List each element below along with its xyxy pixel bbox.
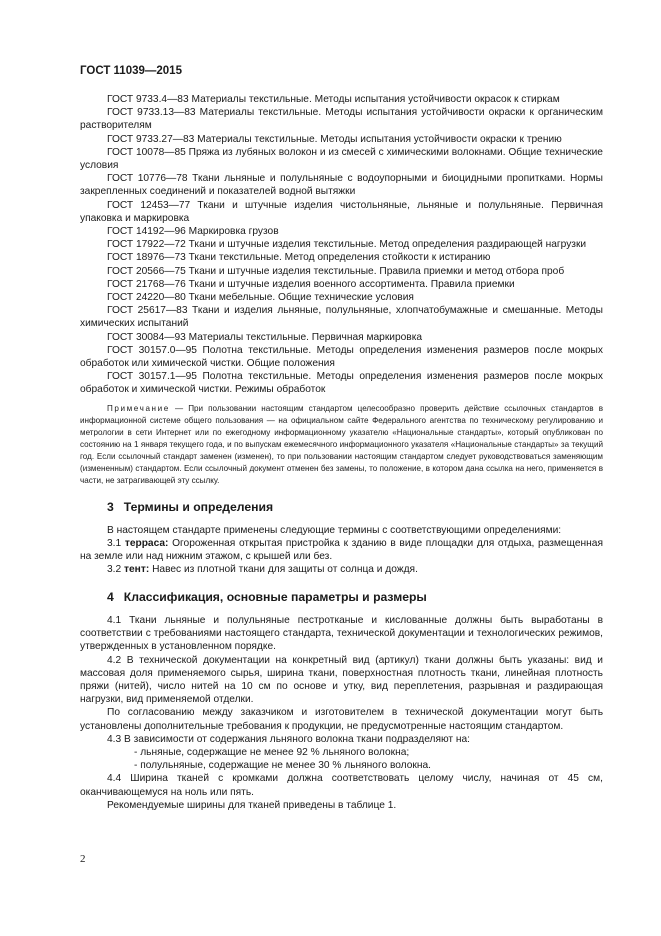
- reference-title: Ткани льняные и полульняные с водоупорными и биоцидными пропитками. Нормы закрепленных соединений и показателей водной вытяжки: [80, 173, 603, 198]
- reference-title: Ткани и штучные изделия военного ассортимента. Правила приемки: [188, 278, 515, 290]
- term-3-1: [80, 537, 603, 563]
- reference-code: ГОСТ 14192—96: [107, 226, 186, 238]
- reference-item: [80, 344, 603, 370]
- term-number: 3.1: [107, 538, 122, 550]
- reference-code: ГОСТ 18976—73: [107, 252, 186, 264]
- section-3-title: Термины и определения: [123, 499, 274, 514]
- reference-item: [80, 251, 603, 264]
- list-item: - полульняные, содержащие не менее 30 % льняного волокна.: [134, 760, 431, 772]
- section-4-heading: [80, 591, 603, 604]
- reference-code: ГОСТ 9733.13—83: [107, 107, 196, 119]
- reference-code: ГОСТ 21768—76: [107, 278, 186, 290]
- reference-item: [80, 225, 603, 238]
- reference-code: ГОСТ 12453—77: [107, 199, 191, 211]
- reference-title: Материалы текстильные. Методы испытания устойчивости окраски к органическим растворителям: [80, 107, 603, 132]
- paragraph-4-4: 4.4 Ширина тканей с кромками должна соответствовать целому числу, начиная от 45 см, оканчивающемуся на ноль или пять.: [80, 773, 603, 798]
- reference-title: Маркировка грузов: [188, 226, 279, 238]
- reference-item: [80, 199, 603, 225]
- list-item: - льняные, содержащие не менее 92 % льняного волокна;: [134, 746, 410, 758]
- reference-code: ГОСТ 25617—83: [107, 305, 188, 317]
- section-3-heading: [80, 501, 603, 514]
- note-text: — При пользовании настоящим стандартом целесообразно проверить действие ссылочных стандартов в информационной системе общего пользования — на официальном сайте Федерального агентства по техническому регулированию и метрологии в сети Интернет или по ежегодному информационному указателю «Национальные стандарты», который опубликован по состоянию на 1 января текущего года, и по выпускам ежемесячного информационного указателя «Национальные стандарты» за текущий год. Если ссылочный стандарт заменен (изменен), то при пользовании настоящим стандартом следует руководствоваться заменяющим (измененным) стандартом. Если ссылочный документ отменен без замены, то положение, в котором дана ссылка на него, применяется в части, не затрагивающей эту ссылку.: [80, 403, 603, 485]
- reference-item: [80, 133, 603, 146]
- section-4-title: Классификация, основные параметры и размеры: [123, 589, 427, 604]
- reference-item: [80, 265, 603, 278]
- section-3-intro: В настоящем стандарте применены следующие термины с соответствующими определениями:: [107, 524, 562, 536]
- reference-code: ГОСТ 30084—93: [107, 331, 186, 343]
- term-definition: Огороженная открытая пристройка к зданию в виде площадки для отдыха, размещенная на земле или над нижним этажом, с крышей или без.: [80, 538, 603, 563]
- paragraph-4-4-addendum: Рекомендуемые ширины для тканей приведены в таблице 1.: [107, 799, 397, 811]
- reference-list: [80, 93, 603, 397]
- reference-title: Полотна текстильные. Методы определения изменения размеров после мокрых обработок или химической чистки. Общие положения: [80, 344, 603, 370]
- reference-title: Ткани и штучные изделия текстильные. Правила приемки и метод отбора проб: [188, 265, 565, 277]
- section-4-number: 4: [107, 589, 114, 604]
- reference-code: ГОСТ 30157.1—95: [107, 371, 197, 383]
- reference-item: [80, 278, 603, 291]
- reference-title: Пряжа из лубяных волокон и из смесей с химическими волокнами. Общие технические условия: [80, 146, 603, 172]
- document-body: [80, 93, 603, 812]
- note-paragraph: [80, 403, 603, 487]
- reference-item: [80, 370, 603, 396]
- reference-item: [80, 93, 603, 106]
- reference-code: ГОСТ 30157.0—95: [107, 344, 197, 356]
- reference-title: Ткани и штучные изделия чистольняные, льняные и полульняные. Первичная упаковка и маркировка: [80, 199, 603, 224]
- reference-title: Материалы текстильные. Методы испытания устойчивости окрасок к стиркам: [191, 94, 560, 105]
- term-name: терраса:: [124, 538, 169, 550]
- reference-code: ГОСТ 20566—75: [107, 265, 186, 277]
- reference-code: ГОСТ 9733.4—83: [107, 94, 189, 105]
- term-definition: Навес из плотной ткани для защиты от солнца и дождя.: [152, 564, 418, 576]
- paragraph-4-2-addendum: По согласованию между заказчиком и изготовителем в технической документации могут быть установлены дополнительные требования к продукции, не предусмотренные настоящим стандартом.: [80, 707, 603, 732]
- reference-item: [80, 331, 603, 344]
- reference-code: ГОСТ 10078—85: [107, 146, 186, 158]
- reference-title: Ткани мебельные. Общие технические условия: [188, 292, 414, 304]
- reference-title: Ткани текстильные. Метод определения стойкости к истиранию: [188, 252, 491, 264]
- reference-title: Материалы текстильные. Первичная маркировка: [188, 331, 423, 343]
- reference-item: [80, 291, 603, 304]
- reference-item: [80, 146, 603, 172]
- reference-item: [80, 304, 603, 330]
- page-number: 2: [80, 853, 86, 865]
- section-3-number: 3: [107, 499, 114, 514]
- term-name: тент:: [124, 564, 150, 576]
- reference-code: ГОСТ 17922—72: [107, 239, 186, 251]
- note-label: Примечание: [107, 403, 170, 413]
- reference-title: Ткани и штучные изделия текстильные. Метод определения раздирающей нагрузки: [188, 239, 587, 251]
- reference-title: Ткани и изделия льняные, полульняные, хлопчатобумажные и смешанные. Методы химических испытаний: [80, 305, 603, 330]
- term-3-2: [80, 563, 603, 576]
- paragraph-4-1: 4.1 Ткани льняные и полульняные пестротканые и кислованные должны быть выработаны в соответствии с требованиями настоящего стандарта, технической документации и технологических режимов, утвержденных в установленном порядке.: [80, 614, 603, 653]
- reference-code: ГОСТ 24220—80: [107, 292, 186, 304]
- reference-title: Полотна текстильные. Методы определения изменения размеров после мокрых обработок и химической чистки. Режимы обработок: [80, 371, 603, 396]
- reference-title: Материалы текстильные. Методы испытания устойчивости окраски к трению: [197, 133, 562, 145]
- document-header: ГОСТ 11039—2015: [80, 65, 182, 77]
- paragraph-4-3: 4.3 В зависимости от содержания льняного волокна ткани подразделяют на:: [107, 733, 471, 745]
- reference-item: [80, 238, 603, 251]
- reference-item: [80, 106, 603, 132]
- reference-code: ГОСТ 9733.27—83: [107, 133, 195, 145]
- reference-item: [80, 172, 603, 198]
- paragraph-4-2: 4.2 В технической документации на конкретный вид (артикул) ткани должны быть указаны: вид и массовая доля применяемого сырья, ширина ткани, поверхностная плотность ткани, линейная плотность пряжи (нитей), число нитей на 10 см по основе и утку, вид переплетения, разрывная и раздирающая нагрузки, вид применяемой отделки.: [80, 654, 603, 706]
- reference-code: ГОСТ 10776—78: [107, 173, 188, 185]
- term-number: 3.2: [107, 564, 122, 576]
